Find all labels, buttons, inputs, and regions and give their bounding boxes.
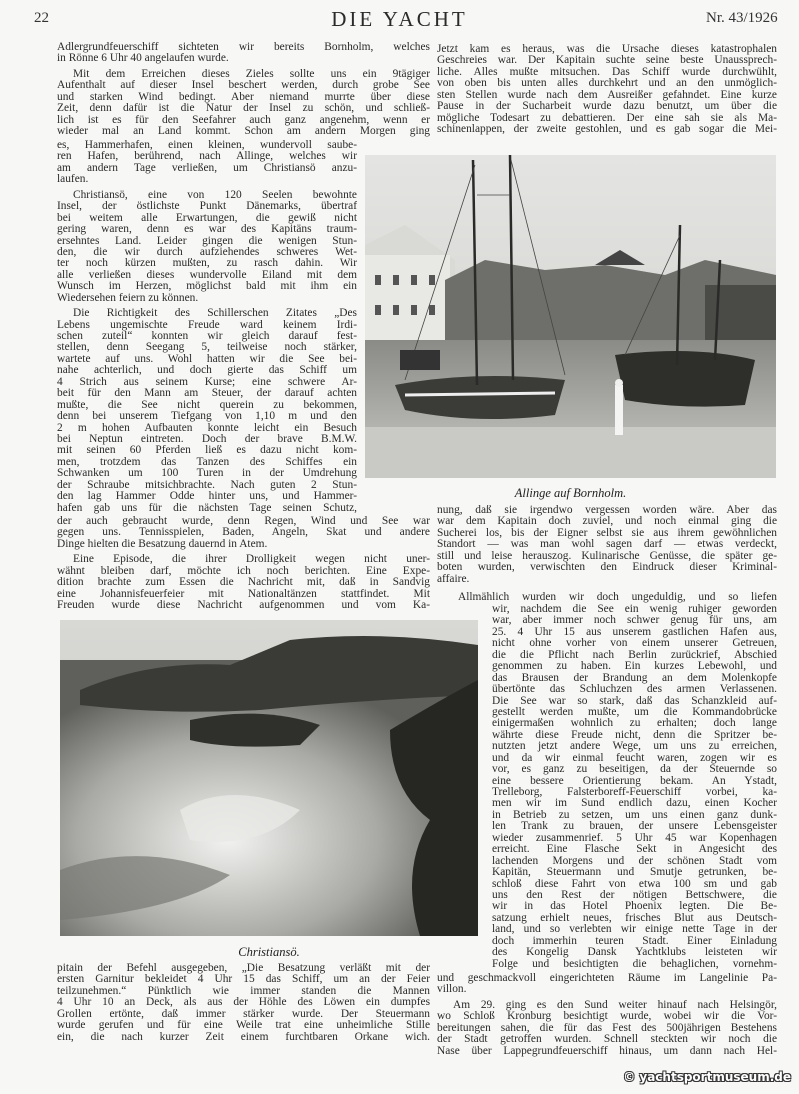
left-column-narrow-text	[57, 140, 357, 514]
right-column-mid-text	[437, 505, 777, 585]
text-line: den lag Hammer Odde hinter uns, und Hammer-	[57, 491, 357, 503]
text-line: Jetzt kam es heraus, was die Ursache dieses katastrophalen	[437, 44, 777, 55]
text-line: dition brachte zum Essen die Nachricht mit, daß in Sandvig	[57, 577, 430, 589]
text-line: affaire.	[437, 573, 470, 585]
text-line: Dinge hielten die Besatzung dauernd in Atem.	[57, 538, 268, 550]
text-line: Mit dem Erreichen dieses Zieles sollte uns ein 9tägiger	[73, 68, 430, 80]
text-line: Lebens ungemischte Freude ward keinem Irdi-	[57, 319, 357, 331]
page-number: 22	[34, 10, 49, 26]
text-line: einigermaßen wohnlich zu erhalten; doch lange	[492, 718, 777, 730]
text-line: genommen zu haben. Ein kurzes Lebewohl, und	[492, 661, 777, 673]
text-line: men, trotzdem das Tanzen des Schiffes ein	[57, 456, 357, 468]
text-line: 4 Strich aus seinem Kurse; eine schwere Ar-	[57, 376, 357, 388]
text-line: wo Schloß Kronburg besichtigt wurde, wobei wir die Vor-	[437, 1011, 777, 1023]
text-line: eine Johannisfeuerfeier mit Nationaltänzen stattfindet. Mit	[57, 588, 430, 600]
right-column-narrow-text	[492, 604, 777, 970]
text-line: wir, nachdem die See ein wenig ruhiger geworden	[492, 604, 777, 615]
text-line: stellen, denn Seegang 5, teilweise noch stärker,	[57, 342, 357, 354]
left-column-bottom-text	[57, 963, 430, 1043]
text-line: Freuden wurde diese Nachricht aufgenommen und vom Ka-	[57, 600, 430, 612]
text-line: Insel, der östlichste Punkt Dänemarks, übertraf	[57, 201, 357, 213]
text-line: die die Pflicht nach Berlin zurückrief, Abschied	[492, 649, 777, 661]
text-line: uns den Rest der nötigen Bettschwere, die	[492, 889, 777, 901]
text-line: schen zuteil“ konnten wir gleich darauf fest-	[57, 331, 357, 342]
text-line: hafen gab uns für die nächsten Tage seinen Schutz,	[57, 502, 357, 514]
text-line: der Stadt getroffen wurden. Schnell steckten wir noch die	[437, 1034, 777, 1046]
paragraph	[57, 516, 430, 550]
paragraph	[458, 592, 777, 603]
text-line: doch immerhin teuren Stadt. Einer Einladung	[492, 935, 777, 947]
text-line: 25. 4 Uhr 15 aus unserem gastlichen Hafen aus,	[492, 626, 777, 638]
watermark: © yachtsportmuseum.de	[623, 1070, 791, 1084]
text-line: der Schraube mitsichbrachte. Nach guten 2 Stun-	[57, 479, 357, 491]
text-line: bereitungen sahen, die für das Fest des 500jährigen Bestehens	[437, 1022, 777, 1034]
text-line: Sucherei los, bis der Eigner selbst sie aus ihrem gewöhnlichen	[437, 527, 777, 539]
text-line: Zeit, denn dafür ist die Natur der Insel zu schön, und schließ-	[57, 103, 430, 115]
rocky-coast-photo-caption: Christiansö.	[238, 945, 300, 959]
text-line: mögliche Todesart zu debattieren. Der eine sah sie als Ma-	[437, 112, 777, 124]
right-column-top-text	[437, 44, 777, 136]
paragraph	[57, 963, 430, 1043]
text-line: schinenlappen, der zweite gestohlen, und es gab sogar die Mei-	[437, 124, 777, 136]
text-line: wurde gerufen und für eine Weile trat eine unheimliche Stille	[57, 1020, 430, 1032]
text-line: sten Stellen wurde nach dem Ausreißer gefahndet. Eine kurze	[437, 89, 777, 101]
text-line: ter noch kürzen mußten, zu rasch dahin. Wir	[57, 258, 357, 270]
left-column-wide-text	[57, 516, 430, 612]
text-line: Folge und besichtigten die behaglichen, vornehm-	[492, 958, 777, 970]
text-line: das Brausen der Brandung an dem Molenkopfe	[492, 672, 777, 684]
text-line: gestellt werden mußte, um die Kommandobrücke	[492, 706, 777, 718]
text-line: Schwanken um 100 Turen in der Umdrehung	[57, 468, 357, 480]
text-line: 2 m hohen Aufbauten konnte leicht ein Besuch	[57, 422, 357, 434]
text-line: nutzten jetzt andere Wege, um uns zu erreichen,	[492, 741, 777, 753]
text-line: denn bei unserem Tiefgang von 1,10 m und den	[57, 411, 357, 423]
text-line: in Rönne 6 Uhr 40 angelaufen wurde.	[57, 53, 229, 65]
text-line: in Betrieb zu setzen, um uns einen ganz dunk-	[492, 809, 777, 821]
text-line: teilzunehmen.“ Pünktlich wie immer standen die Mannen	[57, 985, 430, 997]
text-line: nung, daß sie irgendwo vergessen worden wäre. Aber das	[437, 505, 777, 516]
text-line: pitain der Befehl ausgegeben, „Die Besatzung verläßt mit der	[57, 963, 430, 974]
text-line: bei Neptun eintreten. Doch der brave B.M.W.	[57, 433, 357, 445]
text-line: der auch gebraucht wurde, denn Regen, Wind und See war	[57, 516, 430, 527]
right-column-paragraph-start	[458, 592, 777, 603]
text-line: wähnt bleiben darf, möchte ich noch berichten. Eine Expe-	[57, 565, 430, 577]
right-column-bottom-text	[437, 973, 777, 1057]
text-line: len Trank zu brauen, der unsere Lebensgeister	[492, 821, 777, 833]
text-line: war, aber immer noch schwer genug für uns, am	[492, 615, 777, 627]
text-line: Die Richtigkeit des Schillerschen Zitates „Des	[73, 308, 357, 320]
text-line: den, die wir durch aufziehendes schweres Wet-	[57, 246, 357, 258]
text-line: war dem Kapitain doch zuviel, und noch einmal ging die	[437, 516, 777, 528]
text-line: von oben bis unten alles durchkehrt und an den unmöglich-	[437, 78, 777, 90]
text-line: schloß diese Fahrt von etwa 100 sm und gab	[492, 878, 777, 890]
text-line: 4 Uhr 10 an Deck, als aus der Höhle des Löwen ein dumpfes	[57, 997, 430, 1009]
text-line: beit für den Mann am Steuer, der darauf achten	[57, 388, 357, 400]
paragraph	[437, 1000, 777, 1057]
magazine-title: DIE YACHT	[331, 7, 468, 31]
text-line: und da wir einmal feucht waren, zogen wir es	[492, 752, 777, 764]
paragraph	[57, 140, 357, 186]
text-line: Adlergrundfeuerschiff sichteten wir bereits Bornholm, welches	[57, 42, 430, 53]
paragraph	[437, 44, 777, 136]
text-line: laufen.	[57, 174, 89, 186]
text-line: nicht ohne vorher von einem unserer Getreuen,	[492, 638, 777, 650]
text-line: mußte, die See nicht querein zu bekommen,	[57, 399, 357, 411]
text-line: bei weitem alle Erwartungen, die gewiß nicht	[57, 212, 357, 224]
text-line: wir in das Hotel Phoenix legten. Die Be-	[492, 901, 777, 913]
left-column-top-text	[57, 42, 430, 138]
text-line: eine bessere Orientierung bekam. An Ystadt,	[492, 775, 777, 787]
text-line: boten wurden, verwischten den Eindruck dieser Kriminal-	[437, 562, 777, 574]
text-line: ersehntes Land. Leider gingen die wenigen Stun-	[57, 235, 357, 247]
text-line: men wir im Sund endlich dazu, einen Kocher	[492, 798, 777, 810]
text-line: am andern Tage verließen, um Christiansö anzu-	[57, 162, 357, 174]
paragraph	[57, 190, 357, 304]
harbor-photo-caption: Allinge auf Bornholm.	[514, 486, 627, 500]
text-line: Wunsch im Herzen, möglichst bald mit ihm ein	[57, 281, 357, 293]
text-line: ren Hafen, berührend, nach Allinge, welches wir	[57, 151, 357, 163]
text-line: lich ist es für den Seefahrer auch ganz angenehm, wenn er	[57, 114, 430, 126]
text-line: des Kongelig Dansk Yachtklubs leisteten wir	[492, 947, 777, 959]
text-line: Allmählich wurden wir doch ungeduldig, und so liefen	[458, 592, 777, 603]
text-line: Die See war so stark, daß das Schanzkleid auf-	[492, 695, 777, 707]
rocky-coast-photo	[60, 620, 478, 936]
text-line: übertönte das Schluchzen des armen Verlassenen.	[492, 684, 777, 696]
text-line: wieder zusammenrief. 5 Uhr 45 war Kopenhagen	[492, 832, 777, 844]
text-line: satzung erhielt neues, frisches Blut aus Deutsch-	[492, 912, 777, 924]
text-line: wieder mal an Land kommt. Schon am andern Morgen ging	[57, 126, 430, 138]
paragraph	[57, 308, 357, 514]
text-line: villon.	[437, 984, 467, 996]
paragraph	[57, 69, 430, 138]
text-line: Standort — was man wohl sagen darf — etwas verdeckt,	[437, 539, 777, 551]
text-line: alle verließen dieses wundervolle Eiland mit dem	[57, 269, 357, 281]
text-line: Wiedersehen feiern zu können.	[57, 292, 199, 304]
text-line: wartete auf uns. Wohl hatten wir die See bei-	[57, 353, 357, 365]
paragraph	[492, 604, 777, 970]
harbor-photo	[365, 155, 776, 478]
paragraph	[437, 973, 777, 996]
text-line: Trelleborg, Falsterboreff-Feuerschiff vorbei, ka-	[492, 787, 777, 798]
text-line: Eine Episode, die ihrer Drolligkeit wegen nicht uner-	[73, 554, 430, 566]
text-line: mit seinen 60 Pferden ließ es dazu nicht kom-	[57, 445, 357, 457]
text-line: nahe achterlich, und doch gierte das Schiff um	[57, 365, 357, 377]
text-line: Aufenthalt auf dieser Insel beschert werden, durch grobe See	[57, 80, 430, 92]
text-line: Kapitän, Steuermann und Smutje getrunken, be-	[492, 867, 777, 879]
text-line: vor, es ganz zu beseitigen, da der Steuernde so	[492, 764, 777, 776]
text-line: Geschreies war. Der Kapitain suchte seine beste Unaussprech-	[437, 55, 777, 67]
text-line: gegen uns. Tennisspielen, Baden, Angeln, Skat und andere	[57, 527, 430, 539]
text-line: ein, die nach kurzer Zeit einem furchtbaren Orkane wich.	[57, 1031, 430, 1043]
text-line: land, und so verlebten wir einige nette Tage in der	[492, 924, 777, 936]
text-line: Pause in der Sucharbeit wurde dazu benutzt, um über die	[437, 101, 777, 113]
text-line: und geschmackvoll eingerichteten Räume im Langelinie Pa-	[437, 973, 777, 984]
paragraph	[57, 42, 430, 65]
text-line: Christiansö, eine von 120 Seelen bewohnte	[73, 189, 357, 201]
text-line: Nase über Lappegrundfeuerschiff hinaus, um dann nach Hel-	[437, 1045, 777, 1057]
text-line: lachenden Morgens und der schönen Stadt vom	[492, 855, 777, 867]
text-line: liche. Alles mußte mitsuchen. Das Schiff wurde durchwühlt,	[437, 66, 777, 78]
text-line: erreicht. Eine Flasche Sekt in Angesicht des	[492, 844, 777, 856]
text-line: ersten Garnitur bekleidet 4 Uhr 15 das Schiff, um an der Feier	[57, 974, 430, 986]
issue-number: Nr. 43/1926	[706, 10, 778, 26]
text-line: gering waren, denn es war des Kapitäns traum-	[57, 224, 357, 236]
paragraph	[437, 505, 777, 585]
text-line: still und leise herauszog. Kulinarische Genüsse, die später ge-	[437, 550, 777, 562]
text-line: Grollen ertönte, daß immer stärker wurde. Der Steuermann	[57, 1008, 430, 1020]
text-line: währte diese Freude nicht, denn die Spritzer be-	[492, 729, 777, 741]
text-line: und starken Wind bedingt. Aber niemand murrte über diese	[57, 91, 430, 103]
text-line: es, Hammerhafen, einen kleinen, wundervoll saube-	[57, 140, 357, 151]
paragraph	[57, 554, 430, 611]
text-line: Am 29. ging es den Sund weiter hinauf nach Helsingör,	[453, 999, 777, 1011]
